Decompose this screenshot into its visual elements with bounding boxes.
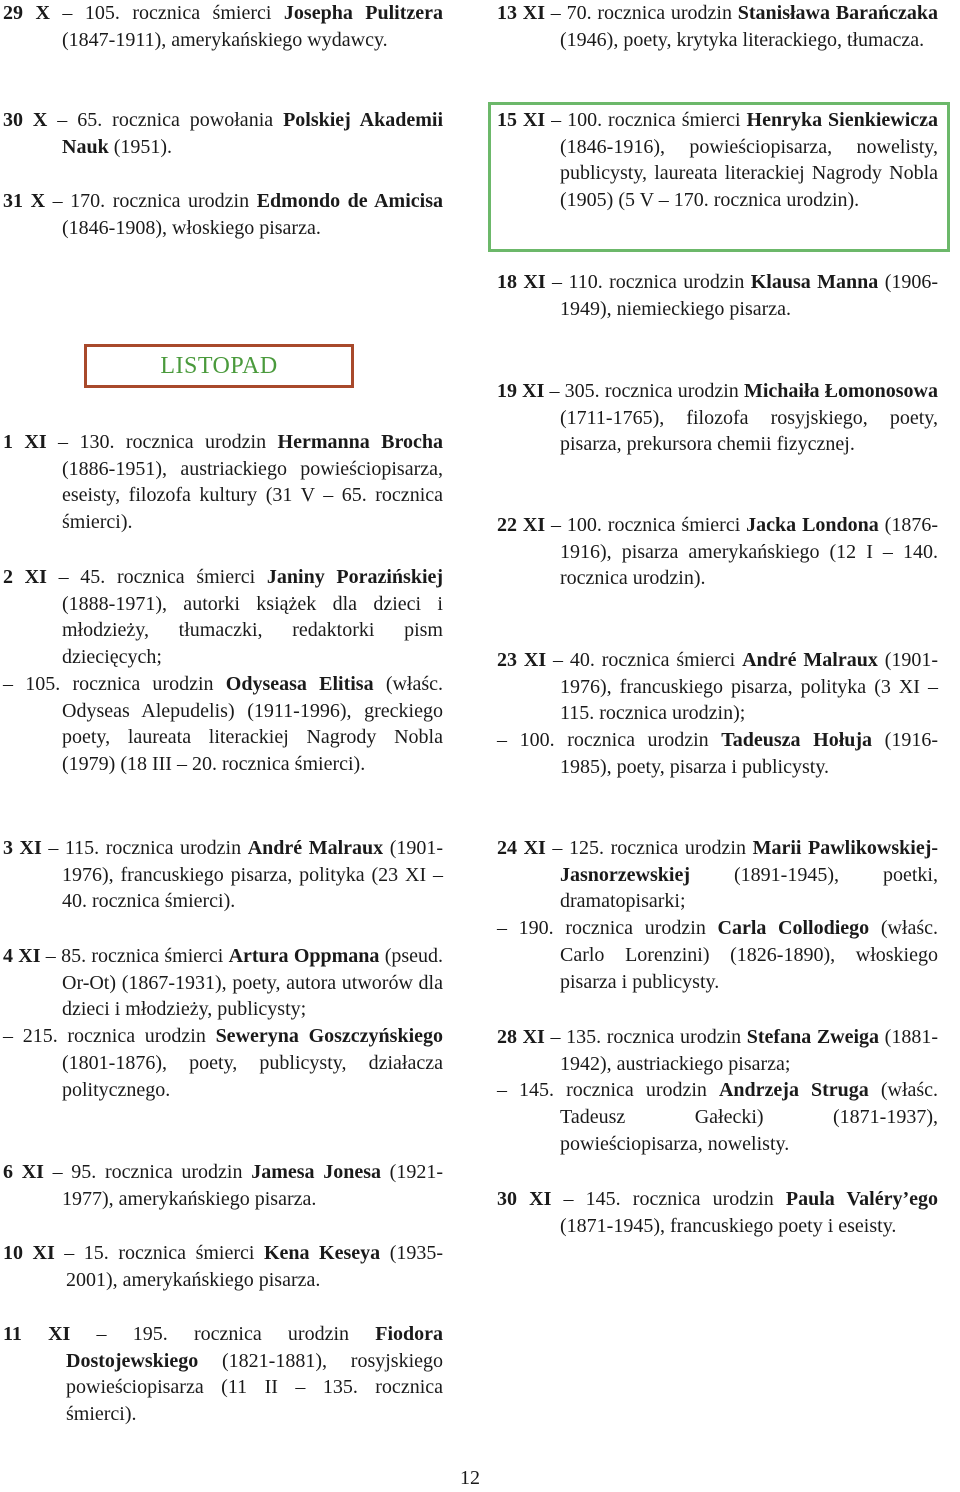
entry-details: (właśc. Odyseas Alepudelis) (1911-1996), greckiego poety, laureata literackiej Nagrody Nobla (1979) (18 III – 20. rocznica śmierci). [62, 672, 444, 775]
entry-name: Seweryna Goszczyńskiego [215, 1025, 443, 1048]
calendar-entry: 22 XI – 100. rocznica śmierci Jacka Londona (1876-1916), pisarza amerykańskiego (12 I – 140. rocznica urodzin). [497, 514, 938, 590]
calendar-entry: 18 XI – 110. rocznica urodzin Klausa Manna (1906-1949), niemieckiego pisarza. [497, 271, 939, 320]
entry-name: Paula Valéry’ego [785, 1188, 939, 1210]
entry-anniversary: 100. rocznica śmierci [566, 514, 741, 536]
calendar-entry: 4 XI – 85. rocznica śmierci Artura Oppmana (pseud. Or-Ot) (1867-1931), poety, autora utworów dla dzieci i młodzieży, publicysty; – 215. rocznica urodzin Seweryna Goszczyńskiego (1801-1876), poety, publicysty, działacza politycznego. [3, 943, 443, 1103]
entry-details: (1881-1942), austriackiego pisarza; [560, 1026, 938, 1075]
entry-details: (1846-1916), powieściopisarza, nowelisty, publicysty, laureata literackiej Nagrody Nobla (1905) (5 V – 170. rocznica urodzin). [560, 135, 938, 212]
entry-anniversary: 145. rocznica urodzin [519, 1079, 707, 1102]
entry-anniversary: 100. rocznica urodzin [519, 729, 709, 752]
entry-details: (właśc. Tadeusz Gałecki) (1871-1937), powieściopisarza, nowelisty. [560, 1079, 939, 1155]
entry-details: (1921-1977), amerykańskiego pisarza. [62, 1161, 443, 1210]
entry-continuation: – 105. rocznica urodzin Odyseasa Elitisa (właśc. Odyseas Alepudelis) (1911-1996), greckiego poety, laureata literackiej Nagrody Nobla (1979) (18 III – 20. rocznica śmierci). [3, 672, 444, 775]
entry-continuation: – 190. rocznica urodzin Carla Collodiego (właśc. Carlo Lorenzini) (1826-1890), włoskiego pisarza i publicysty. [497, 917, 939, 993]
month-title: LISTOPAD [160, 352, 278, 379]
entry-date: 2 XI [3, 566, 47, 588]
entry-name: Klausa Manna [750, 271, 879, 293]
entry-details: (1935-2001), amerykańskiego pisarza. [66, 1242, 444, 1291]
entry-details: (1871-1945), francuskiego poety i eseisty. [560, 1214, 897, 1237]
entry-anniversary: 170. rocznica urodzin [70, 190, 250, 212]
entry-anniversary: 100. rocznica śmierci [567, 109, 741, 131]
entry-name: Edmondo de Amicisa [256, 190, 443, 212]
entry-details: (1847-1911), amerykańskiego wydawcy. [62, 28, 388, 51]
entry-name: Tadeusza Hołuja [721, 729, 873, 752]
entry-date: 22 XI [497, 514, 546, 536]
calendar-entry: 19 XI – 305. rocznica urodzin Michaiła Łomonosowa (1711-1765), filozofa rosyjskiego, poety, pisarza, prekursora chemii fizycznej. [497, 380, 938, 456]
entry-continuation: – 215. rocznica urodzin Seweryna Goszczyńskiego (1801-1876), poety, publicysty, działacza politycznego. [3, 1025, 443, 1101]
page-number: 12 [460, 1467, 480, 1489]
calendar-entry: 3 XI – 115. rocznica urodzin André Malraux (1901-1976), francuskiego pisarza, polityka (23 XI – 40. rocznica śmierci). [3, 837, 444, 913]
entry-date: 29 X [3, 2, 50, 24]
calendar-entry: 30 X – 65. rocznica powołania Polskiej Akademii Nauk (1951). [3, 109, 443, 158]
calendar-entry: 23 XI – 40. rocznica śmierci André Malraux (1901-1976), francuskiego pisarza, polityka (3 XI – 115. rocznica urodzin); – 100. rocznica urodzin Tadeusza Hołuja (1916-1985), poety, pisarza i publicysty. [497, 647, 938, 781]
entry-date: 30 X [3, 109, 48, 131]
entry-anniversary: 95. rocznica urodzin [71, 1161, 243, 1183]
entry-name: Hermanna Brocha [277, 431, 444, 453]
entry-details: (1876-1916), pisarza amerykańskiego (12 I – 140. rocznica urodzin). [560, 514, 938, 590]
entry-date: 4 XI [3, 945, 41, 967]
calendar-entry: 1 XI – 130. rocznica urodzin Hermanna Brocha (1886-1951), austriackiego powieściopisarza, eseisty, filozofa kultury (31 V – 65. rocznica śmierci). [3, 431, 444, 534]
entry-anniversary: 85. rocznica śmierci [61, 945, 224, 967]
entry-name: Fiodora Dostojewskiego [66, 1323, 444, 1372]
entry-details: (1946), poety, krytyka literackiego, tłumacza. [560, 28, 925, 51]
entry-anniversary: 215. rocznica urodzin [22, 1025, 206, 1048]
entry-date: 24 XI [497, 837, 546, 859]
entry-name: André Malraux [742, 649, 878, 671]
entry-date: 10 XI [3, 1242, 55, 1264]
entry-continuation: – 100. rocznica urodzin Tadeusza Hołuja (1916-1985), poety, pisarza i publicysty. [497, 729, 938, 778]
calendar-entry: 10 XI – 15. rocznica śmierci Kena Keseya (1935-2001), amerykańskiego pisarza. [3, 1242, 444, 1291]
calendar-entry: 28 XI – 135. rocznica urodzin Stefana Zweiga (1881-1942), austriackiego pisarza; – 145. rocznica urodzin Andrzeja Struga (właśc. Tadeusz Gałecki) (1871-1937), powieściopisarza, nowelisty. [497, 1024, 938, 1158]
entry-name: Michaiła Łomonosowa [743, 380, 938, 402]
entry-details: (1711-1765), filozofa rosyjskiego, poety, pisarza, prekursora chemii fizycznej. [560, 406, 938, 456]
entry-details: (1906-1949), niemieckiego pisarza. [560, 271, 939, 320]
entry-anniversary: 110. rocznica urodzin [568, 271, 745, 293]
entry-date: 23 XI [497, 649, 547, 671]
entry-anniversary: 145. rocznica urodzin [585, 1188, 774, 1210]
entry-details: (1846-1908), włoskiego pisarza. [62, 216, 321, 239]
entry-date: 11 XI [3, 1323, 71, 1345]
entry-name: Jamesa Jonesa [251, 1161, 381, 1183]
entry-date: 13 XI [497, 2, 546, 24]
entry-anniversary: 135. rocznica urodzin [566, 1026, 742, 1048]
entry-date: 18 XI [497, 271, 546, 293]
calendar-entry: 2 XI – 45. rocznica śmierci Janiny Porazińskiej (1888-1971), autorki książek dla dzieci i młodzieży, tłumaczki, redaktorki pism dziecięcych; – 105. rocznica urodzin Odyseasa Elitisa (właśc. Odyseas Alepudelis) (1911-1996), greckiego poety, laureata literackiej Nagrody Nobla (1979) (18 III – 20. rocznica śmierci). [3, 564, 443, 778]
calendar-entry: 13 XI – 70. rocznica urodzin Stanisława Barańczaka (1946), poety, krytyka literackiego, tłumacza. [497, 2, 938, 51]
calendar-entry: 11 XI – 195. rocznica urodzin Fiodora Dostojewskiego (1821-1881), rosyjskiego powieściopisarza (11 II – 135. rocznica śmierci). [3, 1323, 444, 1426]
entry-anniversary: 15. rocznica śmierci [83, 1242, 255, 1264]
calendar-entry: 29 X – 105. rocznica śmierci Josepha Pulitzera (1847-1911), amerykańskiego wydawcy. [3, 2, 444, 51]
entry-name: Andrzeja Struga [718, 1079, 869, 1102]
entry-anniversary: 125. rocznica urodzin [568, 837, 746, 859]
entry-details: (1801-1876), poety, publicysty, działacza politycznego. [62, 1051, 443, 1101]
calendar-entry: 15 XI – 100. rocznica śmierci Henryka Sienkiewicza (1846-1916), powieściopisarza, nowelisty, publicysty, laureata literackiej Nagrody Nobla (1905) (5 V – 170. rocznica urodzin). [497, 109, 939, 212]
entry-name: Janiny Porazińskiej [266, 566, 444, 588]
calendar-entry: 30 XI – 145. rocznica urodzin Paula Valéry’ego (1871-1945), francuskiego poety i eseisty. [497, 1188, 939, 1237]
entry-anniversary: 70. rocznica urodzin [566, 2, 732, 24]
entry-details: (1901-1976), francuskiego pisarza, polityka (3 XI – 115. rocznica urodzin); [560, 649, 939, 725]
entry-details: (właśc. Carlo Lorenzini) (1826-1890), włoskiego pisarza i publicysty. [560, 917, 939, 993]
entry-anniversary: 105. rocznica urodzin [25, 672, 214, 695]
entry-date: 1 XI [3, 431, 47, 453]
entry-name: Marii Pawlikowskiej-Jasnorzewskiej [560, 837, 939, 886]
entry-name: André Malraux [247, 837, 384, 859]
entry-anniversary: 105. rocznica śmierci [84, 2, 272, 24]
entry-details: (1886-1951), austriackiego powieściopisarza, eseisty, filozofa kultury (31 V – 65. rocznica śmierci). [62, 457, 443, 534]
entry-name: Carla Collodiego [717, 917, 870, 940]
entry-name: Stanisława Barańczaka [737, 2, 938, 24]
entry-details: (1901-1976), francuskiego pisarza, polityka (23 XI – 40. rocznica śmierci). [62, 837, 444, 913]
entry-details: (1916-1985), poety, pisarza i publicysty. [560, 729, 938, 778]
entry-details: (1951). [113, 135, 173, 158]
entry-anniversary: 190. rocznica urodzin [518, 917, 706, 940]
entry-anniversary: 40. rocznica śmierci [569, 649, 736, 671]
entry-details: (1891-1945), poetki, dramatopisarki; [560, 863, 938, 913]
calendar-entry: 24 XI – 125. rocznica urodzin Marii Pawlikowskiej-Jasnorzewskiej (1891-1945), poetki, dramatopisarki; – 190. rocznica urodzin Carla Collodiego (właśc. Carlo Lorenzini) (1826-1890), włoskiego pisarza i publicysty. [497, 835, 938, 995]
entry-continuation: – 145. rocznica urodzin Andrzeja Struga (właśc. Tadeusz Gałecki) (1871-1937), powieściopisarza, nowelisty. [497, 1079, 939, 1155]
calendar-entry: 31 X – 170. rocznica urodzin Edmondo de Amicisa (1846-1908), włoskiego pisarza. [3, 190, 443, 239]
entry-name: Jacka Londona [746, 514, 879, 536]
entry-date: 30 XI [497, 1188, 552, 1210]
entry-anniversary: 195. rocznica urodzin [132, 1323, 350, 1345]
entry-date: 15 XI [497, 109, 546, 131]
entry-date: 6 XI [3, 1161, 44, 1183]
entry-anniversary: 45. rocznica śmierci [80, 566, 256, 588]
entry-anniversary: 115. rocznica urodzin [64, 837, 242, 859]
entry-date: 28 XI [497, 1026, 545, 1048]
entry-name: Odyseasa Elitisa [225, 672, 374, 695]
entry-name: Stefana Zweiga [746, 1026, 880, 1048]
entry-date: 3 XI [3, 837, 42, 859]
entry-anniversary: 65. rocznica powołania [77, 109, 274, 131]
entry-name: Josepha Pulitzera [283, 2, 444, 24]
entry-name: Henryka Sienkiewicza [746, 109, 939, 131]
entry-name: Kena Keseya [263, 1242, 381, 1264]
entry-name: Artura Oppmana [228, 945, 380, 967]
entry-details: (pseud. Or-Ot) (1867-1931), poety, autora utworów dla dzieci i młodzieży, publicysty; [62, 945, 444, 1021]
entry-anniversary: 130. rocznica urodzin [79, 431, 267, 453]
entry-date: 19 XI [497, 380, 545, 402]
entry-name: Polskiej Akademii Nauk [62, 109, 443, 158]
entry-anniversary: 305. rocznica urodzin [564, 380, 739, 402]
entry-details: (1888-1971), autorki książek dla dzieci i młodzieży, tłumaczki, redaktorki pism dziecięcych; [62, 592, 443, 669]
entry-details: (1821-1881), rosyjskiego powieściopisarza (11 II – 135. rocznica śmierci). [66, 1349, 444, 1426]
month-header-box [84, 344, 354, 388]
calendar-entry: 6 XI – 95. rocznica urodzin Jamesa Jonesa (1921-1977), amerykańskiego pisarza. [3, 1161, 443, 1210]
entry-date: 31 X [3, 190, 46, 212]
